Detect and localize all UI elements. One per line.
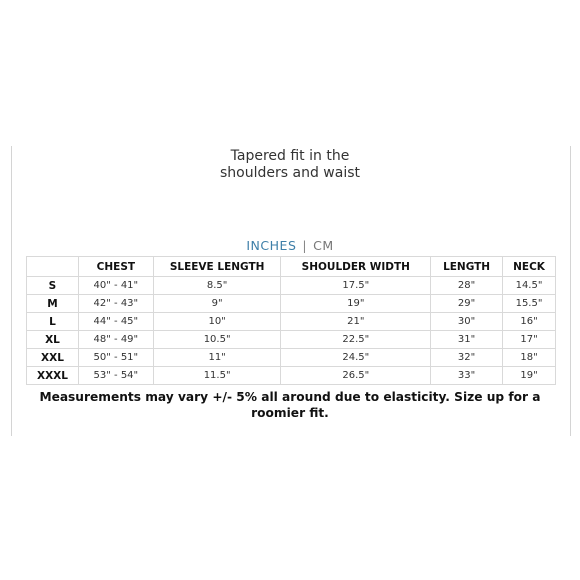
- header-neck: NECK: [503, 257, 556, 277]
- table-row: [27, 367, 556, 385]
- shoulder-cell: 22.5": [281, 331, 431, 349]
- fit-description-line-2: shoulders and waist: [220, 165, 360, 181]
- neck-cell: 18": [503, 349, 556, 367]
- length-cell: 33": [431, 367, 503, 385]
- chest-cell: 44" - 45": [78, 313, 153, 331]
- chest-cell: 53" - 54": [78, 367, 153, 385]
- unit-separator: |: [302, 238, 308, 253]
- neck-cell: 14.5": [503, 277, 556, 295]
- sleeve-cell: 11": [153, 349, 281, 367]
- unit-inches-option[interactable]: INCHES: [246, 238, 297, 253]
- unit-cm-option[interactable]: CM: [313, 238, 334, 253]
- length-cell: 30": [431, 313, 503, 331]
- measurement-disclaimer: Measurements may vary +/- 5% all around due to elasticity. Size up for a roomier fit.: [39, 390, 541, 420]
- shoulder-cell: 19": [281, 295, 431, 313]
- chest-cell: 42" - 43": [78, 295, 153, 313]
- length-cell: 31": [431, 331, 503, 349]
- header-chest: CHEST: [78, 257, 153, 277]
- shoulder-cell: 24.5": [281, 349, 431, 367]
- length-cell: 28": [431, 277, 503, 295]
- size-chart-table: [26, 256, 556, 385]
- length-cell: 29": [431, 295, 503, 313]
- table-row: [27, 295, 556, 313]
- right-divider: [570, 146, 571, 436]
- chest-cell: 40" - 41": [78, 277, 153, 295]
- header-shoulder-width: SHOULDER WIDTH: [281, 257, 431, 277]
- fit-description: [0, 148, 580, 182]
- chest-cell: 50" - 51": [78, 349, 153, 367]
- sleeve-cell: 11.5": [153, 367, 281, 385]
- sleeve-cell: 8.5": [153, 277, 281, 295]
- fit-description-line-1: Tapered fit in the: [230, 148, 350, 164]
- neck-cell: 17": [503, 331, 556, 349]
- neck-cell: 19": [503, 367, 556, 385]
- size-cell: S: [27, 277, 79, 295]
- size-cell: L: [27, 313, 79, 331]
- table-row: [27, 277, 556, 295]
- left-divider: [11, 146, 12, 436]
- header-length: LENGTH: [431, 257, 503, 277]
- header-size: [27, 257, 79, 277]
- chest-cell: 48" - 49": [78, 331, 153, 349]
- table-header-row: [27, 257, 556, 277]
- length-cell: 32": [431, 349, 503, 367]
- table-row: [27, 331, 556, 349]
- neck-cell: 15.5": [503, 295, 556, 313]
- header-sleeve-length: SLEEVE LENGTH: [153, 257, 281, 277]
- sleeve-cell: 10.5": [153, 331, 281, 349]
- shoulder-cell: 21": [281, 313, 431, 331]
- unit-toggle: [0, 238, 580, 253]
- size-cell: M: [27, 295, 79, 313]
- shoulder-cell: 26.5": [281, 367, 431, 385]
- shoulder-cell: 17.5": [281, 277, 431, 295]
- table-row: [27, 349, 556, 367]
- neck-cell: 16": [503, 313, 556, 331]
- size-cell: XL: [27, 331, 79, 349]
- sleeve-cell: 9": [153, 295, 281, 313]
- size-cell: XXL: [27, 349, 79, 367]
- size-cell: XXXL: [27, 367, 79, 385]
- table-row: [27, 313, 556, 331]
- sleeve-cell: 10": [153, 313, 281, 331]
